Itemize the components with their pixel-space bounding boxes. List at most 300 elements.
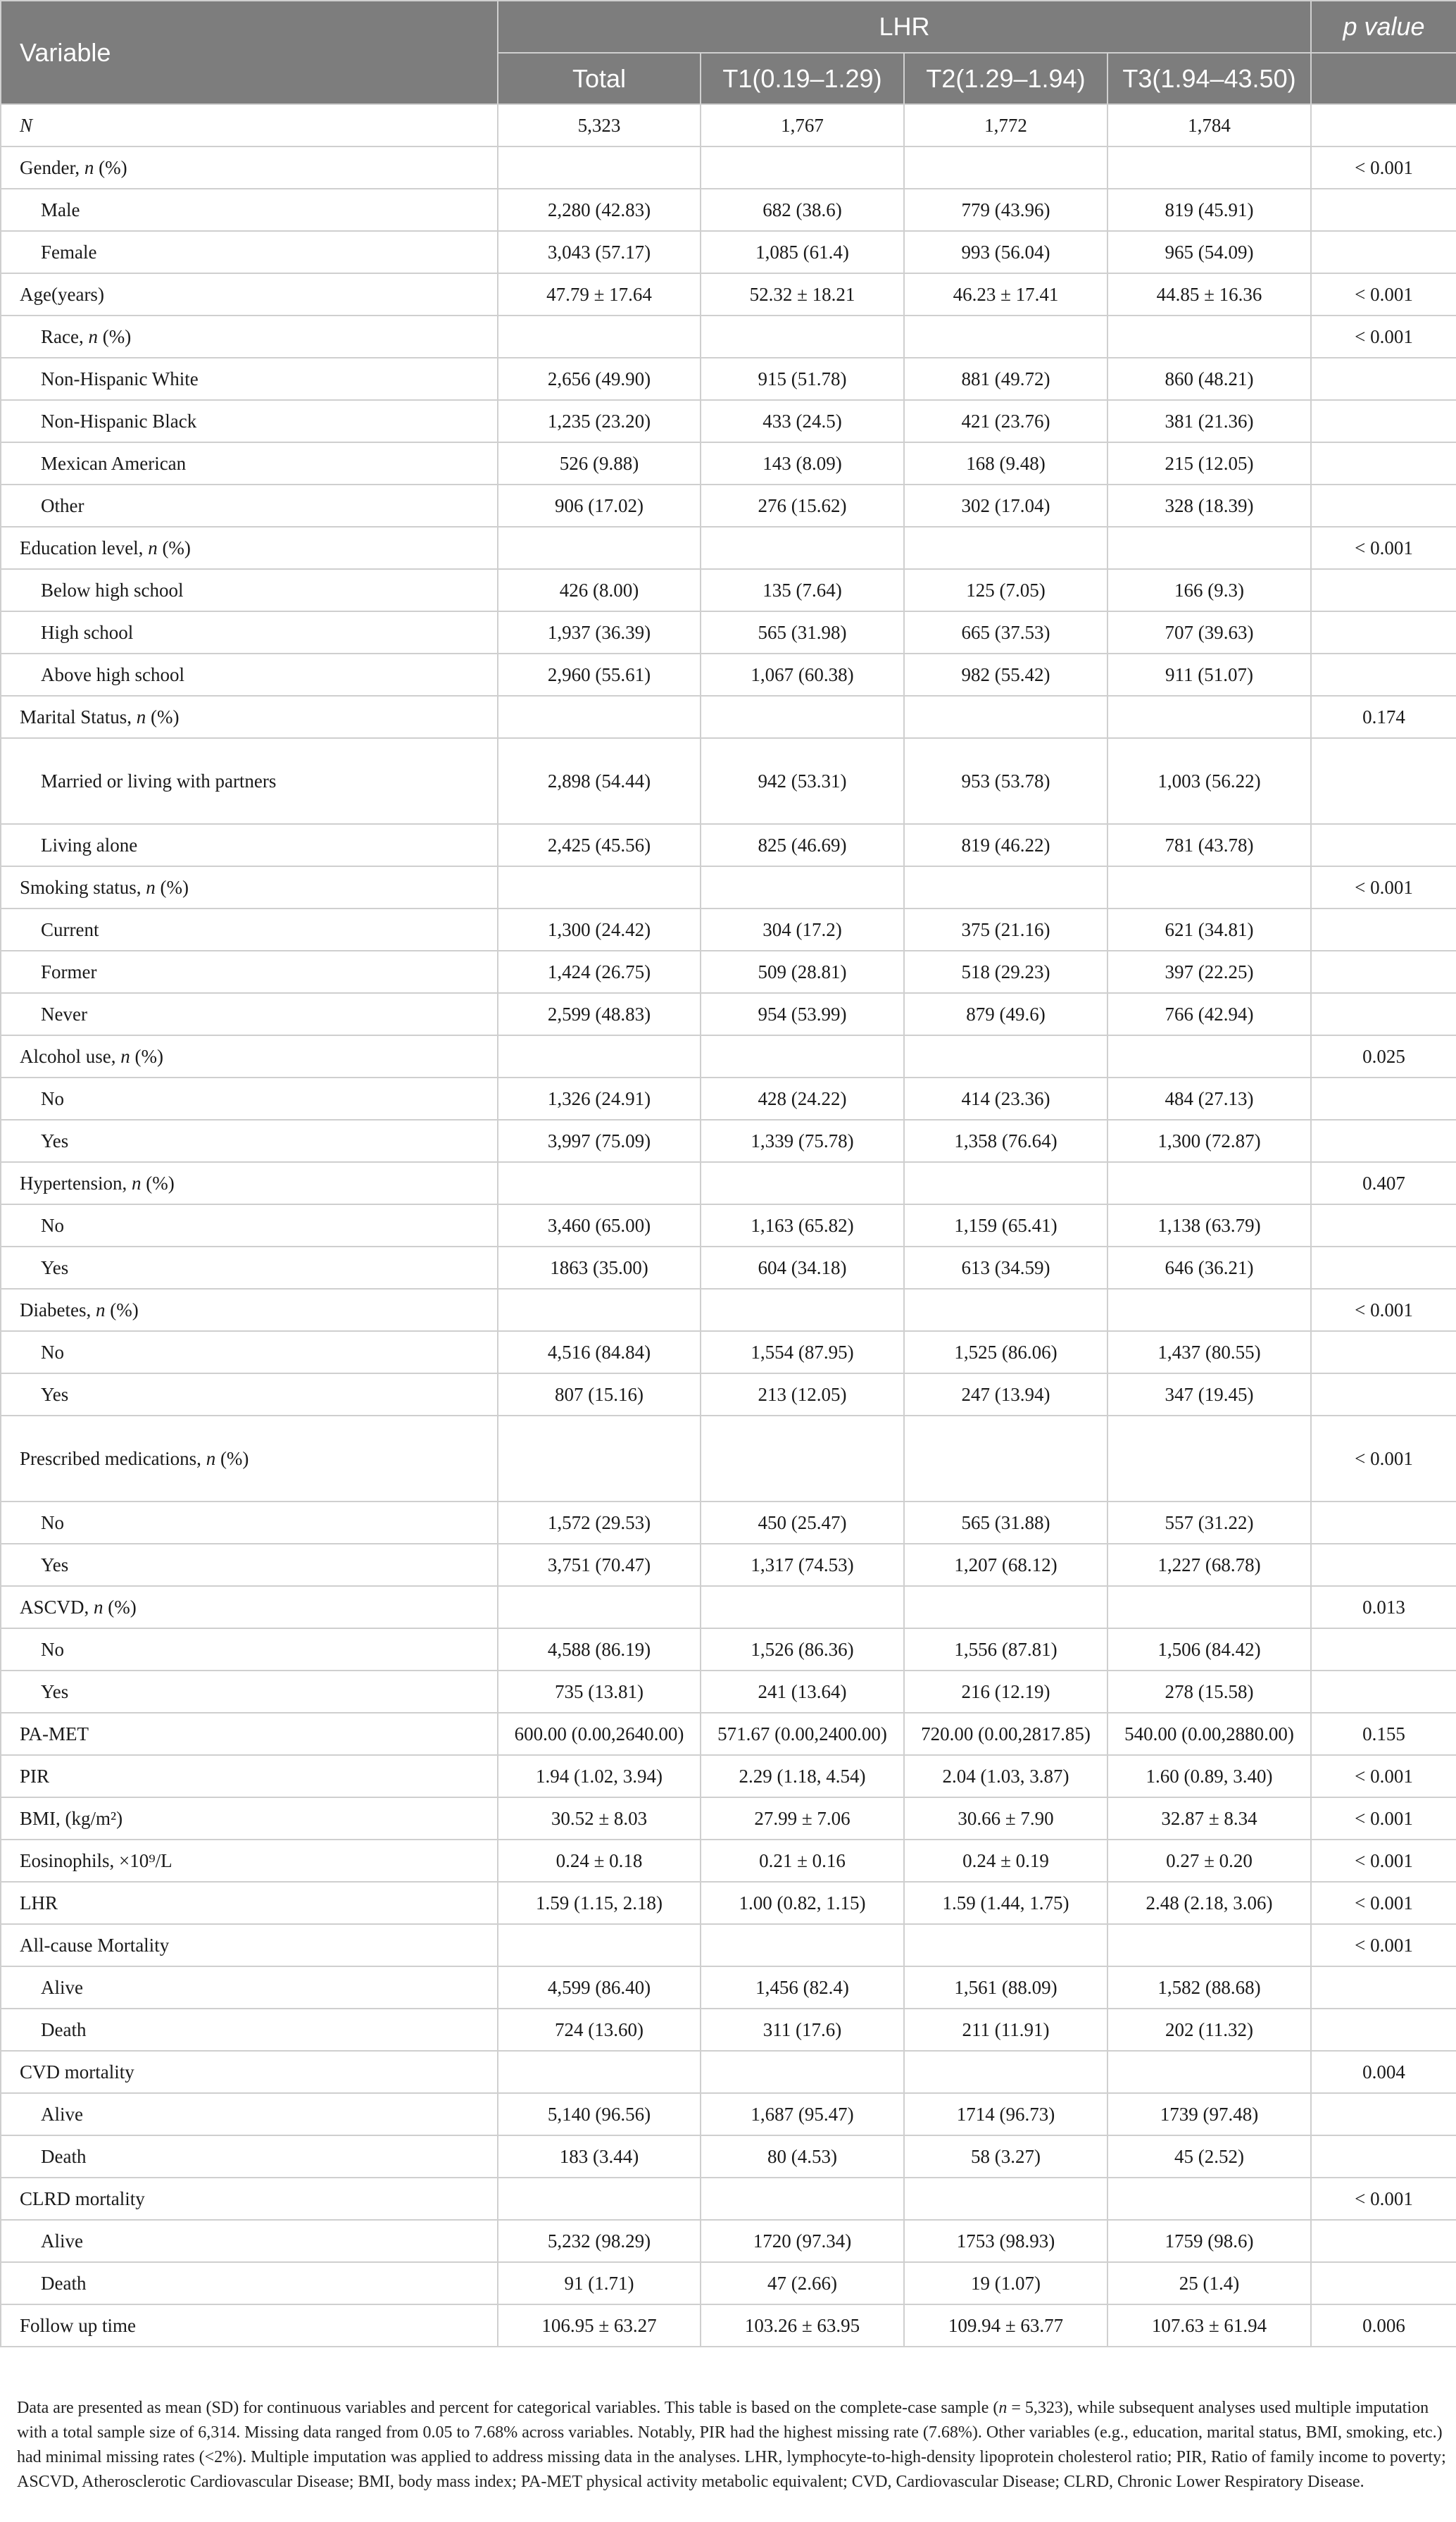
row-value: 1,767: [701, 104, 904, 146]
row-p-value: [1311, 1078, 1456, 1120]
row-value: 1,317 (74.53): [701, 1544, 904, 1586]
table-row: [1, 2093, 1456, 2135]
row-value: 646 (36.21): [1107, 1247, 1311, 1289]
table-row: [1, 1247, 1456, 1289]
row-p-value: 0.004: [1311, 2051, 1456, 2093]
row-label: Never: [1, 993, 498, 1035]
row-p-value: [1311, 1247, 1456, 1289]
row-p-value: [1311, 1373, 1456, 1416]
row-label: Current: [1, 909, 498, 951]
table-row: [1, 1797, 1456, 1840]
row-value: [701, 866, 904, 909]
row-p-value: [1311, 1120, 1456, 1162]
row-value: 1,358 (76.64): [904, 1120, 1107, 1162]
header-col-t1: T1(0.19–1.29): [701, 53, 904, 104]
row-value: 247 (13.94): [904, 1373, 1107, 1416]
row-value: [904, 1162, 1107, 1204]
row-value: 1,300 (24.42): [498, 909, 701, 951]
row-label: LHR: [1, 1882, 498, 1924]
table-row: [1, 2304, 1456, 2347]
row-p-value: < 0.001: [1311, 1924, 1456, 1966]
row-label: No: [1, 1078, 498, 1120]
row-p-value: < 0.001: [1311, 1289, 1456, 1331]
row-p-value: 0.174: [1311, 696, 1456, 738]
row-value: 2,599 (48.83): [498, 993, 701, 1035]
row-value: [498, 2051, 701, 2093]
row-label: Death: [1, 2009, 498, 2051]
table-row: [1, 1755, 1456, 1797]
table-row: [1, 824, 1456, 866]
row-value: 613 (34.59): [904, 1247, 1107, 1289]
row-value: 1.59 (1.15, 2.18): [498, 1882, 701, 1924]
row-p-value: [1311, 1628, 1456, 1671]
table-row: [1, 358, 1456, 400]
row-value: 565 (31.98): [701, 611, 904, 654]
row-value: 2,280 (42.83): [498, 189, 701, 231]
row-value: 1,138 (63.79): [1107, 1204, 1311, 1247]
row-label: Prescribed medications, n (%): [1, 1416, 498, 1502]
row-label: Death: [1, 2262, 498, 2304]
row-value: 4,516 (84.84): [498, 1331, 701, 1373]
row-value: 526 (9.88): [498, 442, 701, 485]
row-label: Death: [1, 2135, 498, 2178]
table-row: [1, 993, 1456, 1035]
row-value: [701, 1035, 904, 1078]
row-value: 1863 (35.00): [498, 1247, 701, 1289]
row-value: 166 (9.3): [1107, 569, 1311, 611]
row-value: 304 (17.2): [701, 909, 904, 951]
row-value: [904, 1416, 1107, 1502]
header-p-value: [1311, 1, 1456, 53]
row-value: 779 (43.96): [904, 189, 1107, 231]
row-label: High school: [1, 611, 498, 654]
row-value: 982 (55.42): [904, 654, 1107, 696]
row-p-value: 0.006: [1311, 2304, 1456, 2347]
table-row: [1, 231, 1456, 273]
row-value: 0.24 ± 0.19: [904, 1840, 1107, 1882]
row-p-value: [1311, 485, 1456, 527]
row-value: [1107, 2051, 1311, 2093]
row-value: 965 (54.09): [1107, 231, 1311, 273]
row-value: 1,437 (80.55): [1107, 1331, 1311, 1373]
row-label: Hypertension, n (%): [1, 1162, 498, 1204]
row-p-value: < 0.001: [1311, 1882, 1456, 1924]
row-label: Alive: [1, 1966, 498, 2009]
row-value: 819 (46.22): [904, 824, 1107, 866]
row-value: 766 (42.94): [1107, 993, 1311, 1035]
row-label: Diabetes, n (%): [1, 1289, 498, 1331]
row-value: 860 (48.21): [1107, 358, 1311, 400]
row-value: 1,003 (56.22): [1107, 738, 1311, 824]
row-value: 2.04 (1.03, 3.87): [904, 1755, 1107, 1797]
row-label: N: [1, 104, 498, 146]
row-value: 4,599 (86.40): [498, 1966, 701, 2009]
row-value: 44.85 ± 16.36: [1107, 273, 1311, 316]
row-value: 1,506 (84.42): [1107, 1628, 1311, 1671]
row-value: [498, 316, 701, 358]
row-label: CLRD mortality: [1, 2178, 498, 2220]
row-value: [498, 1586, 701, 1628]
table-row: [1, 1416, 1456, 1502]
row-p-value: < 0.001: [1311, 1755, 1456, 1797]
row-value: 47.79 ± 17.64: [498, 273, 701, 316]
table-row: [1, 527, 1456, 569]
row-value: [904, 316, 1107, 358]
table-row: [1, 189, 1456, 231]
row-value: 1,556 (87.81): [904, 1628, 1107, 1671]
row-label: Smoking status, n (%): [1, 866, 498, 909]
row-value: 720.00 (0.00,2817.85): [904, 1713, 1107, 1755]
row-p-value: < 0.001: [1311, 1416, 1456, 1502]
row-value: 135 (7.64): [701, 569, 904, 611]
row-p-value: [1311, 993, 1456, 1035]
row-value: 571.67 (0.00,2400.00): [701, 1713, 904, 1755]
table-row: [1, 1586, 1456, 1628]
table-row: [1, 1035, 1456, 1078]
row-label: Follow up time: [1, 2304, 498, 2347]
row-value: 143 (8.09): [701, 442, 904, 485]
table-row: [1, 1162, 1456, 1204]
row-p-value: 0.155: [1311, 1713, 1456, 1755]
table-row: [1, 1289, 1456, 1331]
table-row: [1, 1671, 1456, 1713]
row-value: 168 (9.48): [904, 442, 1107, 485]
table-row: [1, 1331, 1456, 1373]
row-value: 3,460 (65.00): [498, 1204, 701, 1247]
row-value: 557 (31.22): [1107, 1502, 1311, 1544]
row-value: [701, 1416, 904, 1502]
row-value: 2.29 (1.18, 4.54): [701, 1755, 904, 1797]
row-value: 25 (1.4): [1107, 2262, 1311, 2304]
row-value: 428 (24.22): [701, 1078, 904, 1120]
row-value: 911 (51.07): [1107, 654, 1311, 696]
row-p-value: [1311, 358, 1456, 400]
row-value: 202 (11.32): [1107, 2009, 1311, 2051]
row-value: 47 (2.66): [701, 2262, 904, 2304]
table-row: [1, 1373, 1456, 1416]
table-row: [1, 2135, 1456, 2178]
row-label: Male: [1, 189, 498, 231]
table-body: [1, 104, 1456, 2347]
row-label: ASCVD, n (%): [1, 1586, 498, 1628]
table-footnote: Data are presented as mean (SD) for continuous variables and percent for categorical variables. This table is based on the complete-case sample (n = 5,323), while subsequent analyses used multiple imputation with a total sample size of 6,314. Missing data ranged from 0.05 to 7.68% across variables. Notably, PIR had the highest missing rate (7.68%). Other variables (e.g., education, marital status, BMI, smoking, etc.) had minimal missing rates (<2%). Multiple imputation was applied to address missing data in the analyses. LHR, lymphocyte-to-high-density lipoprotein cholesterol ratio; PIR, Ratio of family income to poverty; ASCVD, Atherosclerotic Cardiovascular Disease; BMI, body mass index; PA-MET physical activity metabolic equivalent; CVD, Cardiovascular Disease; CLRD, Chronic Lower Respiratory Disease.: [17, 2399, 1446, 2491]
row-value: 1,456 (82.4): [701, 1966, 904, 2009]
header-variable: Variable: [1, 1, 498, 104]
header-col-t3: T3(1.94–43.50): [1107, 53, 1311, 104]
table-row: [1, 273, 1456, 316]
row-value: [1107, 1035, 1311, 1078]
row-value: 1,772: [904, 104, 1107, 146]
header-col-t2: T2(1.29–1.94): [904, 53, 1107, 104]
row-value: [904, 696, 1107, 738]
row-value: 665 (37.53): [904, 611, 1107, 654]
row-value: 735 (13.81): [498, 1671, 701, 1713]
row-p-value: 0.025: [1311, 1035, 1456, 1078]
row-value: [701, 2051, 904, 2093]
row-label: No: [1, 1502, 498, 1544]
row-label: Living alone: [1, 824, 498, 866]
row-value: 91 (1.71): [498, 2262, 701, 2304]
row-value: 397 (22.25): [1107, 951, 1311, 993]
row-value: [498, 1924, 701, 1966]
row-label: Alive: [1, 2220, 498, 2262]
table-row: [1, 654, 1456, 696]
row-p-value: [1311, 611, 1456, 654]
row-value: 1,582 (88.68): [1107, 1966, 1311, 2009]
row-value: [701, 527, 904, 569]
table-row: [1, 2178, 1456, 2220]
row-value: [701, 2178, 904, 2220]
row-value: 2,898 (54.44): [498, 738, 701, 824]
row-value: 1,339 (75.78): [701, 1120, 904, 1162]
row-value: [904, 2051, 1107, 2093]
row-value: [1107, 1416, 1311, 1502]
row-value: 509 (28.81): [701, 951, 904, 993]
row-value: [1107, 866, 1311, 909]
row-label: No: [1, 1628, 498, 1671]
row-value: 915 (51.78): [701, 358, 904, 400]
row-value: 1753 (98.93): [904, 2220, 1107, 2262]
row-label: All-cause Mortality: [1, 1924, 498, 1966]
row-label: Yes: [1, 1544, 498, 1586]
row-value: 3,751 (70.47): [498, 1544, 701, 1586]
row-value: 183 (3.44): [498, 2135, 701, 2178]
row-p-value: [1311, 569, 1456, 611]
row-value: [1107, 1924, 1311, 1966]
row-value: [701, 1162, 904, 1204]
row-p-value: 0.013: [1311, 1586, 1456, 1628]
row-value: 1,561 (88.09): [904, 1966, 1107, 2009]
row-value: [701, 146, 904, 189]
row-label: Married or living with partners: [1, 738, 498, 824]
row-value: 215 (12.05): [1107, 442, 1311, 485]
row-p-value: [1311, 1204, 1456, 1247]
row-value: 302 (17.04): [904, 485, 1107, 527]
row-value: 879 (49.6): [904, 993, 1107, 1035]
row-value: [1107, 2178, 1311, 2220]
row-value: 414 (23.36): [904, 1078, 1107, 1120]
row-value: [498, 866, 701, 909]
header-col-total: Total: [498, 53, 701, 104]
row-value: 2,425 (45.56): [498, 824, 701, 866]
row-p-value: < 0.001: [1311, 2178, 1456, 2220]
row-value: 211 (11.91): [904, 2009, 1107, 2051]
row-value: [904, 1289, 1107, 1331]
row-value: 328 (18.39): [1107, 485, 1311, 527]
row-value: 565 (31.88): [904, 1502, 1107, 1544]
table-row: [1, 1966, 1456, 2009]
row-value: 80 (4.53): [701, 2135, 904, 2178]
row-value: 30.52 ± 8.03: [498, 1797, 701, 1840]
row-value: 0.27 ± 0.20: [1107, 1840, 1311, 1882]
row-value: 1720 (97.34): [701, 2220, 904, 2262]
row-value: [904, 146, 1107, 189]
row-value: 5,232 (98.29): [498, 2220, 701, 2262]
row-value: [498, 1289, 701, 1331]
row-p-value: [1311, 442, 1456, 485]
row-value: [1107, 1586, 1311, 1628]
row-p-value: < 0.001: [1311, 527, 1456, 569]
row-value: [904, 527, 1107, 569]
row-value: 1,424 (26.75): [498, 951, 701, 993]
row-label: Marital Status, n (%): [1, 696, 498, 738]
row-value: [904, 866, 1107, 909]
row-value: 347 (19.45): [1107, 1373, 1311, 1416]
row-value: 942 (53.31): [701, 738, 904, 824]
row-value: 807 (15.16): [498, 1373, 701, 1416]
row-value: 993 (56.04): [904, 231, 1107, 273]
row-value: 213 (12.05): [701, 1373, 904, 1416]
row-value: 3,043 (57.17): [498, 231, 701, 273]
row-label: Other: [1, 485, 498, 527]
row-value: [498, 527, 701, 569]
row-p-value: [1311, 104, 1456, 146]
row-value: 825 (46.69): [701, 824, 904, 866]
row-value: 2,656 (49.90): [498, 358, 701, 400]
row-p-value: [1311, 2009, 1456, 2051]
row-value: 604 (34.18): [701, 1247, 904, 1289]
row-value: 682 (38.6): [701, 189, 904, 231]
row-value: 781 (43.78): [1107, 824, 1311, 866]
row-value: [1107, 527, 1311, 569]
row-value: [498, 1416, 701, 1502]
row-value: 1,526 (86.36): [701, 1628, 904, 1671]
row-value: [498, 1035, 701, 1078]
row-value: 32.87 ± 8.34: [1107, 1797, 1311, 1840]
row-value: 1,067 (60.38): [701, 654, 904, 696]
row-value: 450 (25.47): [701, 1502, 904, 1544]
row-value: [904, 1586, 1107, 1628]
table-row: [1, 1840, 1456, 1882]
row-p-value: [1311, 1331, 1456, 1373]
table-row: [1, 1204, 1456, 1247]
row-value: [904, 1924, 1107, 1966]
row-label: Yes: [1, 1247, 498, 1289]
table-row: [1, 866, 1456, 909]
row-label: PA-MET: [1, 1713, 498, 1755]
table-row: [1, 2051, 1456, 2093]
row-value: [1107, 696, 1311, 738]
row-p-value: [1311, 951, 1456, 993]
row-value: 0.24 ± 0.18: [498, 1840, 701, 1882]
row-value: 1,784: [1107, 104, 1311, 146]
row-value: [1107, 1289, 1311, 1331]
table-row: [1, 696, 1456, 738]
row-value: 1,085 (61.4): [701, 231, 904, 273]
table-row: [1, 1924, 1456, 1966]
row-value: [498, 696, 701, 738]
table-row: [1, 1078, 1456, 1120]
row-value: 109.94 ± 63.77: [904, 2304, 1107, 2347]
row-value: 375 (21.16): [904, 909, 1107, 951]
table-row: [1, 2262, 1456, 2304]
row-value: [498, 1162, 701, 1204]
row-value: [904, 1035, 1107, 1078]
table-row: [1, 909, 1456, 951]
row-value: 1,572 (29.53): [498, 1502, 701, 1544]
table-row: [1, 1882, 1456, 1924]
row-label: Gender, n (%): [1, 146, 498, 189]
row-value: 953 (53.78): [904, 738, 1107, 824]
row-value: 1.60 (0.89, 3.40): [1107, 1755, 1311, 1797]
row-label: BMI, (kg/m²): [1, 1797, 498, 1840]
row-label: Below high school: [1, 569, 498, 611]
row-value: 19 (1.07): [904, 2262, 1107, 2304]
row-value: 1,163 (65.82): [701, 1204, 904, 1247]
row-label: Race, n (%): [1, 316, 498, 358]
row-label: Alive: [1, 2093, 498, 2135]
row-value: 30.66 ± 7.90: [904, 1797, 1107, 1840]
row-value: 2,960 (55.61): [498, 654, 701, 696]
row-value: 621 (34.81): [1107, 909, 1311, 951]
row-value: 0.21 ± 0.16: [701, 1840, 904, 1882]
row-value: 5,140 (96.56): [498, 2093, 701, 2135]
row-p-value: [1311, 2262, 1456, 2304]
row-value: [498, 146, 701, 189]
row-value: 518 (29.23): [904, 951, 1107, 993]
row-value: 1,207 (68.12): [904, 1544, 1107, 1586]
row-p-value: [1311, 1671, 1456, 1713]
row-value: 107.63 ± 61.94: [1107, 2304, 1311, 2347]
header-p-value-text: p value: [1343, 12, 1425, 41]
table-row: [1, 569, 1456, 611]
row-label: Non-Hispanic Black: [1, 400, 498, 442]
row-label: Alcohol use, n (%): [1, 1035, 498, 1078]
row-value: [701, 1289, 904, 1331]
row-value: 45 (2.52): [1107, 2135, 1311, 2178]
row-value: 1.59 (1.44, 1.75): [904, 1882, 1107, 1924]
row-value: [701, 1924, 904, 1966]
row-value: 1759 (98.6): [1107, 2220, 1311, 2262]
table-row: [1, 951, 1456, 993]
row-label: Age(years): [1, 273, 498, 316]
row-value: 5,323: [498, 104, 701, 146]
row-value: [1107, 146, 1311, 189]
table-row: [1, 1502, 1456, 1544]
row-value: 1,687 (95.47): [701, 2093, 904, 2135]
row-p-value: < 0.001: [1311, 273, 1456, 316]
row-p-value: [1311, 909, 1456, 951]
row-label: Former: [1, 951, 498, 993]
row-label: Female: [1, 231, 498, 273]
header-group-lhr: LHR: [498, 1, 1311, 53]
row-value: 600.00 (0.00,2640.00): [498, 1713, 701, 1755]
row-value: [1107, 316, 1311, 358]
row-p-value: [1311, 400, 1456, 442]
row-value: 52.32 ± 18.21: [701, 273, 904, 316]
row-value: 241 (13.64): [701, 1671, 904, 1713]
row-value: 484 (27.13): [1107, 1078, 1311, 1120]
row-label: Non-Hispanic White: [1, 358, 498, 400]
row-value: 381 (21.36): [1107, 400, 1311, 442]
row-value: 2.48 (2.18, 3.06): [1107, 1882, 1311, 1924]
row-p-value: < 0.001: [1311, 146, 1456, 189]
row-value: 125 (7.05): [904, 569, 1107, 611]
row-value: [701, 696, 904, 738]
row-p-value: [1311, 1966, 1456, 2009]
row-p-value: [1311, 231, 1456, 273]
row-value: 426 (8.00): [498, 569, 701, 611]
row-value: 1,525 (86.06): [904, 1331, 1107, 1373]
table-row: [1, 485, 1456, 527]
row-value: 103.26 ± 63.95: [701, 2304, 904, 2347]
row-label: PIR: [1, 1755, 498, 1797]
row-value: 216 (12.19): [904, 1671, 1107, 1713]
row-p-value: < 0.001: [1311, 1840, 1456, 1882]
row-value: [701, 316, 904, 358]
row-value: 106.95 ± 63.27: [498, 2304, 701, 2347]
row-p-value: [1311, 2220, 1456, 2262]
